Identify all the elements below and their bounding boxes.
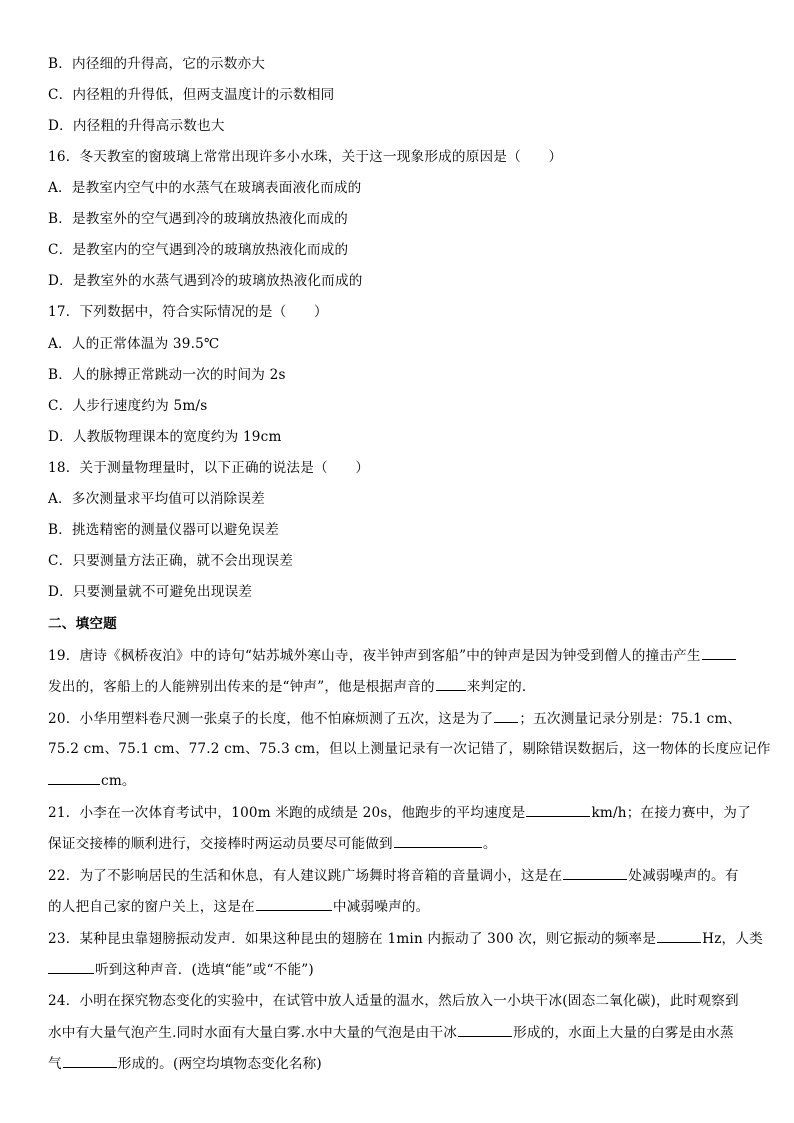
q16-option-d: D．是教室外的水蒸气遇到冷的玻璃放热液化而成的 — [48, 273, 363, 289]
q21-line-2 — [48, 833, 764, 853]
q21-text-4: 。 — [482, 836, 497, 852]
q21-text-2: km/h；在接力赛中，为了 — [591, 805, 751, 821]
q22-blank-1[interactable] — [563, 865, 627, 880]
q22-text-2: 处减弱噪声的。有 — [628, 868, 739, 884]
q18-option-a: A．多次测量求平均值可以消除误差 — [48, 491, 265, 507]
q17-option-b: B．人的脉搏正常跳动一次的时间为 2s — [48, 367, 286, 383]
q16-option-c: C．是教室内的空气遇到冷的玻璃放热液化而成的 — [48, 242, 349, 258]
q20-blank-2[interactable] — [48, 770, 100, 785]
q20-text-1: 20．小华用塑料卷尺测一张桌子的长度，他不怕麻烦测了五次，这是为了 — [48, 711, 494, 727]
q18-option-b: B．挑选精密的测量仪器可以避免误差 — [48, 522, 279, 538]
q24-text-2: 形成的，水面上大量的白雾是由水蒸 — [513, 1025, 734, 1041]
q21-line-1 — [48, 802, 764, 822]
q20-line-1 — [48, 708, 764, 728]
q22-text-3: 的人把自己家的窗户关上，这是在 — [48, 899, 255, 915]
q21-text-3: 保证交接棒的顺利进行，交接棒时两运动员要尽可能做到 — [48, 836, 393, 852]
q20-blank-1[interactable] — [494, 708, 518, 723]
q17-option-d: D．人教版物理课本的宽度约为 19cm — [48, 429, 282, 445]
q18-stem: 18．关于测量物理量时，以下正确的说法是（ ） — [48, 460, 370, 476]
q23-text-1: 23．某种昆虫靠翅膀振动发声．如果这种昆虫的翅膀在 1min 内振动了 300 次，则它振动的频率是 — [48, 931, 657, 947]
q22-text-1: 22．为了不影响居民的生活和休息，有人建议跳广场舞时将音箱的音量调小，这是在 — [48, 868, 563, 884]
q22-line-2 — [48, 896, 764, 916]
q20-text-2: ；五次测量记录分别是：75.1 cm、 — [519, 711, 742, 727]
q19-blank-1[interactable] — [702, 645, 736, 660]
q23-line-1 — [48, 928, 764, 948]
q20-line-3 — [48, 770, 764, 790]
q16-option-a: A．是教室内空气中的水蒸气在玻璃表面液化而成的 — [48, 180, 362, 196]
q24-line-3 — [48, 1053, 764, 1073]
q16-stem: 16．冬天教室的窗玻璃上常常出现许多小水珠，关于这一现象形成的原因是（ ） — [48, 149, 563, 165]
q23-blank-1[interactable] — [657, 928, 701, 943]
q23-line-2 — [48, 959, 764, 979]
q19-blank-2[interactable] — [436, 676, 466, 691]
section-title: 二、填空题 — [48, 616, 117, 632]
q17-option-c: C．人步行速度约为 5m/s — [48, 398, 208, 414]
q20-text-3: cm。 — [101, 773, 136, 789]
q19-text-1: 19．唐诗《枫桥夜泊》中的诗句“姑苏城外寒山寺，夜半钟声到客船”中的钟声是因为钟受到僧人的撞击产生 — [48, 648, 701, 664]
q19-text-2: 发出的，客船上的人能辨别出传来的是“钟声”，他是根据声音的 — [48, 679, 435, 695]
q24-blank-1[interactable] — [458, 1022, 512, 1037]
q24-text-1: 水中有大量气泡产生.同时水面有大量白雾.水中大量的气泡是由干冰 — [48, 1025, 458, 1041]
q17-option-a: A．人的正常体温为 39.5℃ — [48, 336, 220, 352]
q23-blank-2[interactable] — [48, 959, 94, 974]
q24-blank-2[interactable] — [63, 1053, 117, 1068]
q19-line-2 — [48, 676, 764, 696]
q24-line-1: 24．小明在探究物态变化的实验中，在试管中放人适量的温水，然后放入一小块干冰(固态二氧化碳)，此时观察到 — [48, 993, 739, 1009]
q22-text-4: 中减弱噪声的。 — [332, 899, 430, 915]
q15-option-d: D．内径粗的升得高示数也大 — [48, 118, 225, 134]
q23-text-3: 听到这种声音．(选填“能”或“不能”) — [95, 962, 314, 978]
q16-option-b: B．是教室外的空气遇到冷的玻璃放热液化而成的 — [48, 211, 348, 227]
q24-text-3: 气 — [48, 1056, 62, 1072]
q23-text-2: Hz，人类 — [702, 931, 763, 947]
q19-line-1 — [48, 645, 764, 665]
q22-blank-2[interactable] — [256, 896, 332, 911]
q18-option-c: C．只要测量方法正确，就不会出现误差 — [48, 553, 294, 569]
q21-blank-2[interactable] — [394, 833, 482, 848]
q15-option-b: B．内径细的升得高，它的示数亦大 — [48, 56, 266, 72]
q20-line-2: 75.2 cm、75.1 cm、77.2 cm、75.3 cm，但以上测量记录有一次记错了，剔除错误数据后，这一物体的长度应记作 — [48, 741, 771, 757]
q18-option-d: D．只要测量就不可避免出现误差 — [48, 584, 253, 600]
q24-line-2 — [48, 1022, 764, 1042]
q22-line-1 — [48, 865, 764, 885]
q21-blank-1[interactable] — [526, 802, 590, 817]
q24-text-4: 形成的。(两空均填物态变化名称) — [117, 1056, 322, 1072]
q19-text-3: 来判定的． — [466, 679, 536, 695]
q21-text-1: 21．小李在一次体育考试中，100m 米跑的成绩是 20s，他跑步的平均速度是 — [48, 805, 526, 821]
q15-option-c: C．内径粗的升得低，但两支温度计的示数相同 — [48, 87, 335, 103]
q17-stem: 17．下列数据中，符合实际情况的是（ ） — [48, 304, 328, 320]
